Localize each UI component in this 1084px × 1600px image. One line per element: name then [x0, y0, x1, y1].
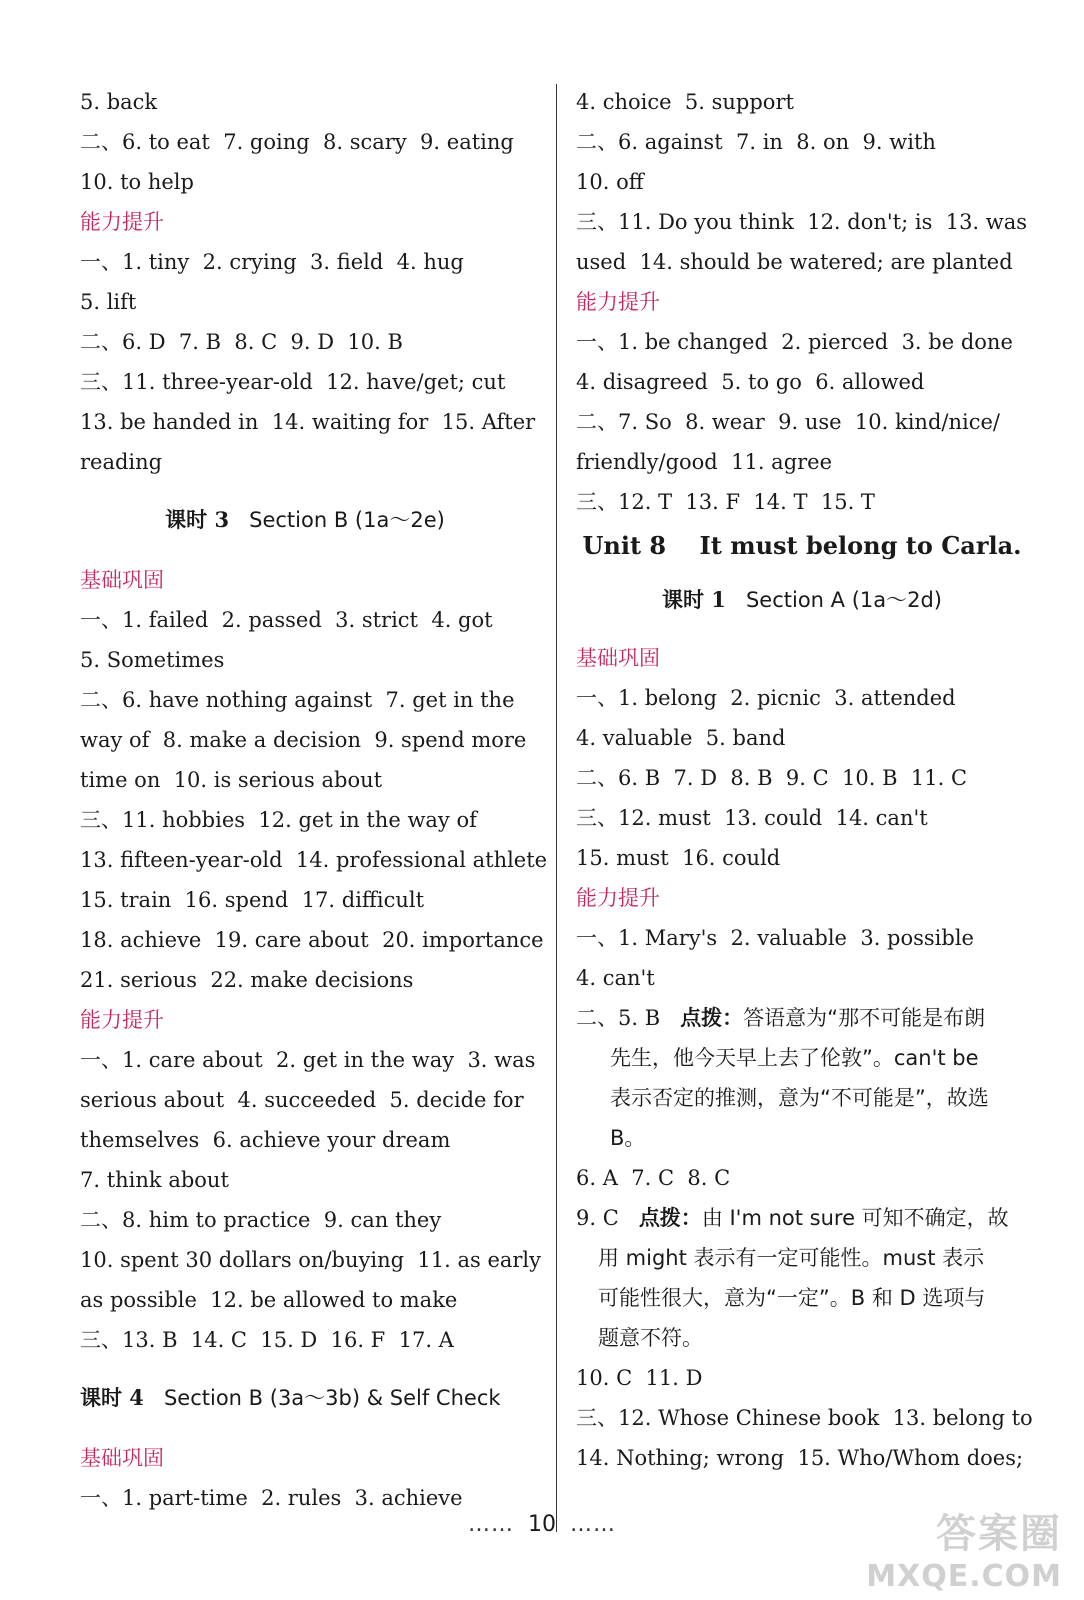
watermark-logo: [866, 1502, 1062, 1594]
section-heading-basic: 基础巩固: [80, 1446, 164, 1470]
answer-line: 10. C 11. D: [576, 1366, 703, 1390]
answer-line: 三、13. B 14. C 15. D 16. F 17. A: [80, 1328, 454, 1352]
tip-text: 由 I'm not sure 可知不确定，故: [701, 1206, 1009, 1230]
section-heading-ability: 能力提升: [80, 210, 164, 234]
answer-line: time on 10. is serious about: [80, 768, 383, 792]
answer-line: 4. valuable 5. band: [576, 726, 786, 750]
answer-line: 18. achieve 19. care about 20. importance: [80, 928, 544, 952]
answer-line: 二、6. D 7. B 8. C 9. D 10. B: [80, 330, 403, 354]
lesson-section: Section A (1a～2d): [745, 588, 942, 612]
tip-line: 题意不符。: [598, 1326, 703, 1350]
lesson-number: 课时 1: [661, 587, 726, 612]
answer-line: 5. Sometimes: [80, 648, 225, 672]
answer-line: 13. be handed in 14. waiting for 15. After: [80, 410, 536, 434]
answer-line: 二、6. B 7. D 8. B 9. C 10. B 11. C: [576, 766, 968, 790]
answer-line-with-note: [576, 998, 1028, 1038]
answer-line: 三、12. T 13. F 14. T 15. T: [576, 490, 875, 514]
answer-line: 一、1. part-time 2. rules 3. achieve: [80, 1486, 463, 1510]
answer-line: way of 8. make a decision 9. spend more: [80, 728, 527, 752]
right-column: [576, 82, 1033, 1478]
watermark-url: MXQE.COM: [866, 1559, 1062, 1594]
answer-line: 15. must 16. could: [576, 846, 781, 870]
footer-dots: ……: [468, 1512, 514, 1537]
answer-line: 三、11. Do you think 12. don't; is 13. was: [576, 210, 1028, 234]
answer-line: friendly/good 11. agree: [576, 450, 833, 474]
answer-line: 二、6. against 7. in 8. on 9. with: [576, 130, 936, 154]
column-divider: [556, 84, 557, 1532]
unit-number: Unit 8: [582, 531, 667, 560]
answer-line: 5. lift: [80, 290, 137, 314]
answer-line: 二、7. So 8. wear 9. use 10. kind/nice/: [576, 410, 1000, 434]
tip-line: 用 might 表示有一定可能性。must 表示: [598, 1246, 985, 1270]
watermark-text: 答案圈: [936, 1511, 1062, 1557]
tip-line: B。: [610, 1126, 646, 1150]
tip-label: 点拨：: [638, 1206, 702, 1230]
answer-line: 一、1. Mary's 2. valuable 3. possible: [576, 926, 974, 950]
answer-line-with-note: [576, 1198, 1028, 1238]
answer-line: 15. train 16. spend 17. difficult: [80, 888, 425, 912]
answer-line: 5. back: [80, 90, 158, 114]
answer-line: reading: [80, 450, 163, 474]
section-heading-basic: 基础巩固: [576, 646, 660, 670]
answer-line: 13. fifteen-year-old 14. professional athlete: [80, 848, 548, 872]
lesson-heading: [80, 1378, 530, 1418]
answer-line: 4. choice 5. support: [576, 90, 794, 114]
section-heading-basic: 基础巩固: [80, 568, 164, 592]
lesson-heading: [80, 500, 530, 540]
unit-heading: [576, 524, 1028, 568]
answer-line: 三、11. three-year-old 12. have/get; cut: [80, 370, 506, 394]
answer-line: 一、1. care about 2. get in the way 3. was: [80, 1048, 536, 1072]
answer-text: 9. C: [576, 1206, 619, 1230]
section-heading-ability: 能力提升: [576, 886, 660, 910]
answer-line: 4. disagreed 5. to go 6. allowed: [576, 370, 925, 394]
answer-line: 4. can't: [576, 966, 655, 990]
answer-line: 一、1. be changed 2. pierced 3. be done: [576, 330, 1013, 354]
answer-text: 二、5. B: [576, 1006, 661, 1030]
answer-line: 三、11. hobbies 12. get in the way of: [80, 808, 477, 832]
answer-line: 二、8. him to practice 9. can they: [80, 1208, 442, 1232]
answer-line: 一、1. failed 2. passed 3. strict 4. got: [80, 608, 493, 632]
answer-line: 一、1. tiny 2. crying 3. field 4. hug: [80, 250, 464, 274]
answer-line: 21. serious 22. make decisions: [80, 968, 414, 992]
answer-line: 6. A 7. C 8. C: [576, 1166, 731, 1190]
answer-line: 二、6. have nothing against 7. get in the: [80, 688, 515, 712]
left-column: [80, 82, 548, 1518]
lesson-number: 课时 3: [165, 507, 230, 532]
answer-line: as possible 12. be allowed to make: [80, 1288, 458, 1312]
answer-line: 7. think about: [80, 1168, 229, 1192]
tip-line: 可能性很大，意为“一定”。B 和 D 选项与: [598, 1286, 986, 1310]
section-heading-ability: 能力提升: [80, 1008, 164, 1032]
answer-line: themselves 6. achieve your dream: [80, 1128, 451, 1152]
page-number: 10: [528, 1512, 556, 1537]
lesson-section: Section B (3a～3b) & Self Check: [163, 1386, 501, 1410]
lesson-section: Section B (1a～2e): [249, 508, 445, 532]
lesson-number: 课时 4: [80, 1385, 144, 1410]
tip-text: 答语意为“那不可能是布朗: [743, 1006, 986, 1030]
answer-line: 三、12. must 13. could 14. can't: [576, 806, 928, 830]
answer-line: 10. off: [576, 170, 644, 194]
tip-label: 点拨：: [680, 1006, 744, 1030]
tip-line: 先生，他今天早上去了伦敦”。can't be: [610, 1046, 979, 1070]
answer-line: 三、12. Whose Chinese book 13. belong to: [576, 1406, 1033, 1430]
unit-title: It must belong to Carla.: [699, 531, 1022, 560]
answer-line: 二、6. to eat 7. going 8. scary 9. eating: [80, 130, 514, 154]
answer-line: 10. to help: [80, 170, 194, 194]
answer-line: 10. spent 30 dollars on/buying 11. as early: [80, 1248, 542, 1272]
tip-line: 表示否定的推测，意为“不可能是”，故选: [610, 1086, 989, 1110]
answer-line: serious about 4. succeeded 5. decide for: [80, 1088, 524, 1112]
footer-dots: ……: [570, 1512, 616, 1537]
lesson-heading: [576, 580, 1028, 620]
answer-line: used 14. should be watered; are planted: [576, 250, 1013, 274]
answer-line: 14. Nothing; wrong 15. Who/Whom does;: [576, 1446, 1024, 1470]
answer-line: 一、1. belong 2. picnic 3. attended: [576, 686, 956, 710]
section-heading-ability: 能力提升: [576, 290, 660, 314]
